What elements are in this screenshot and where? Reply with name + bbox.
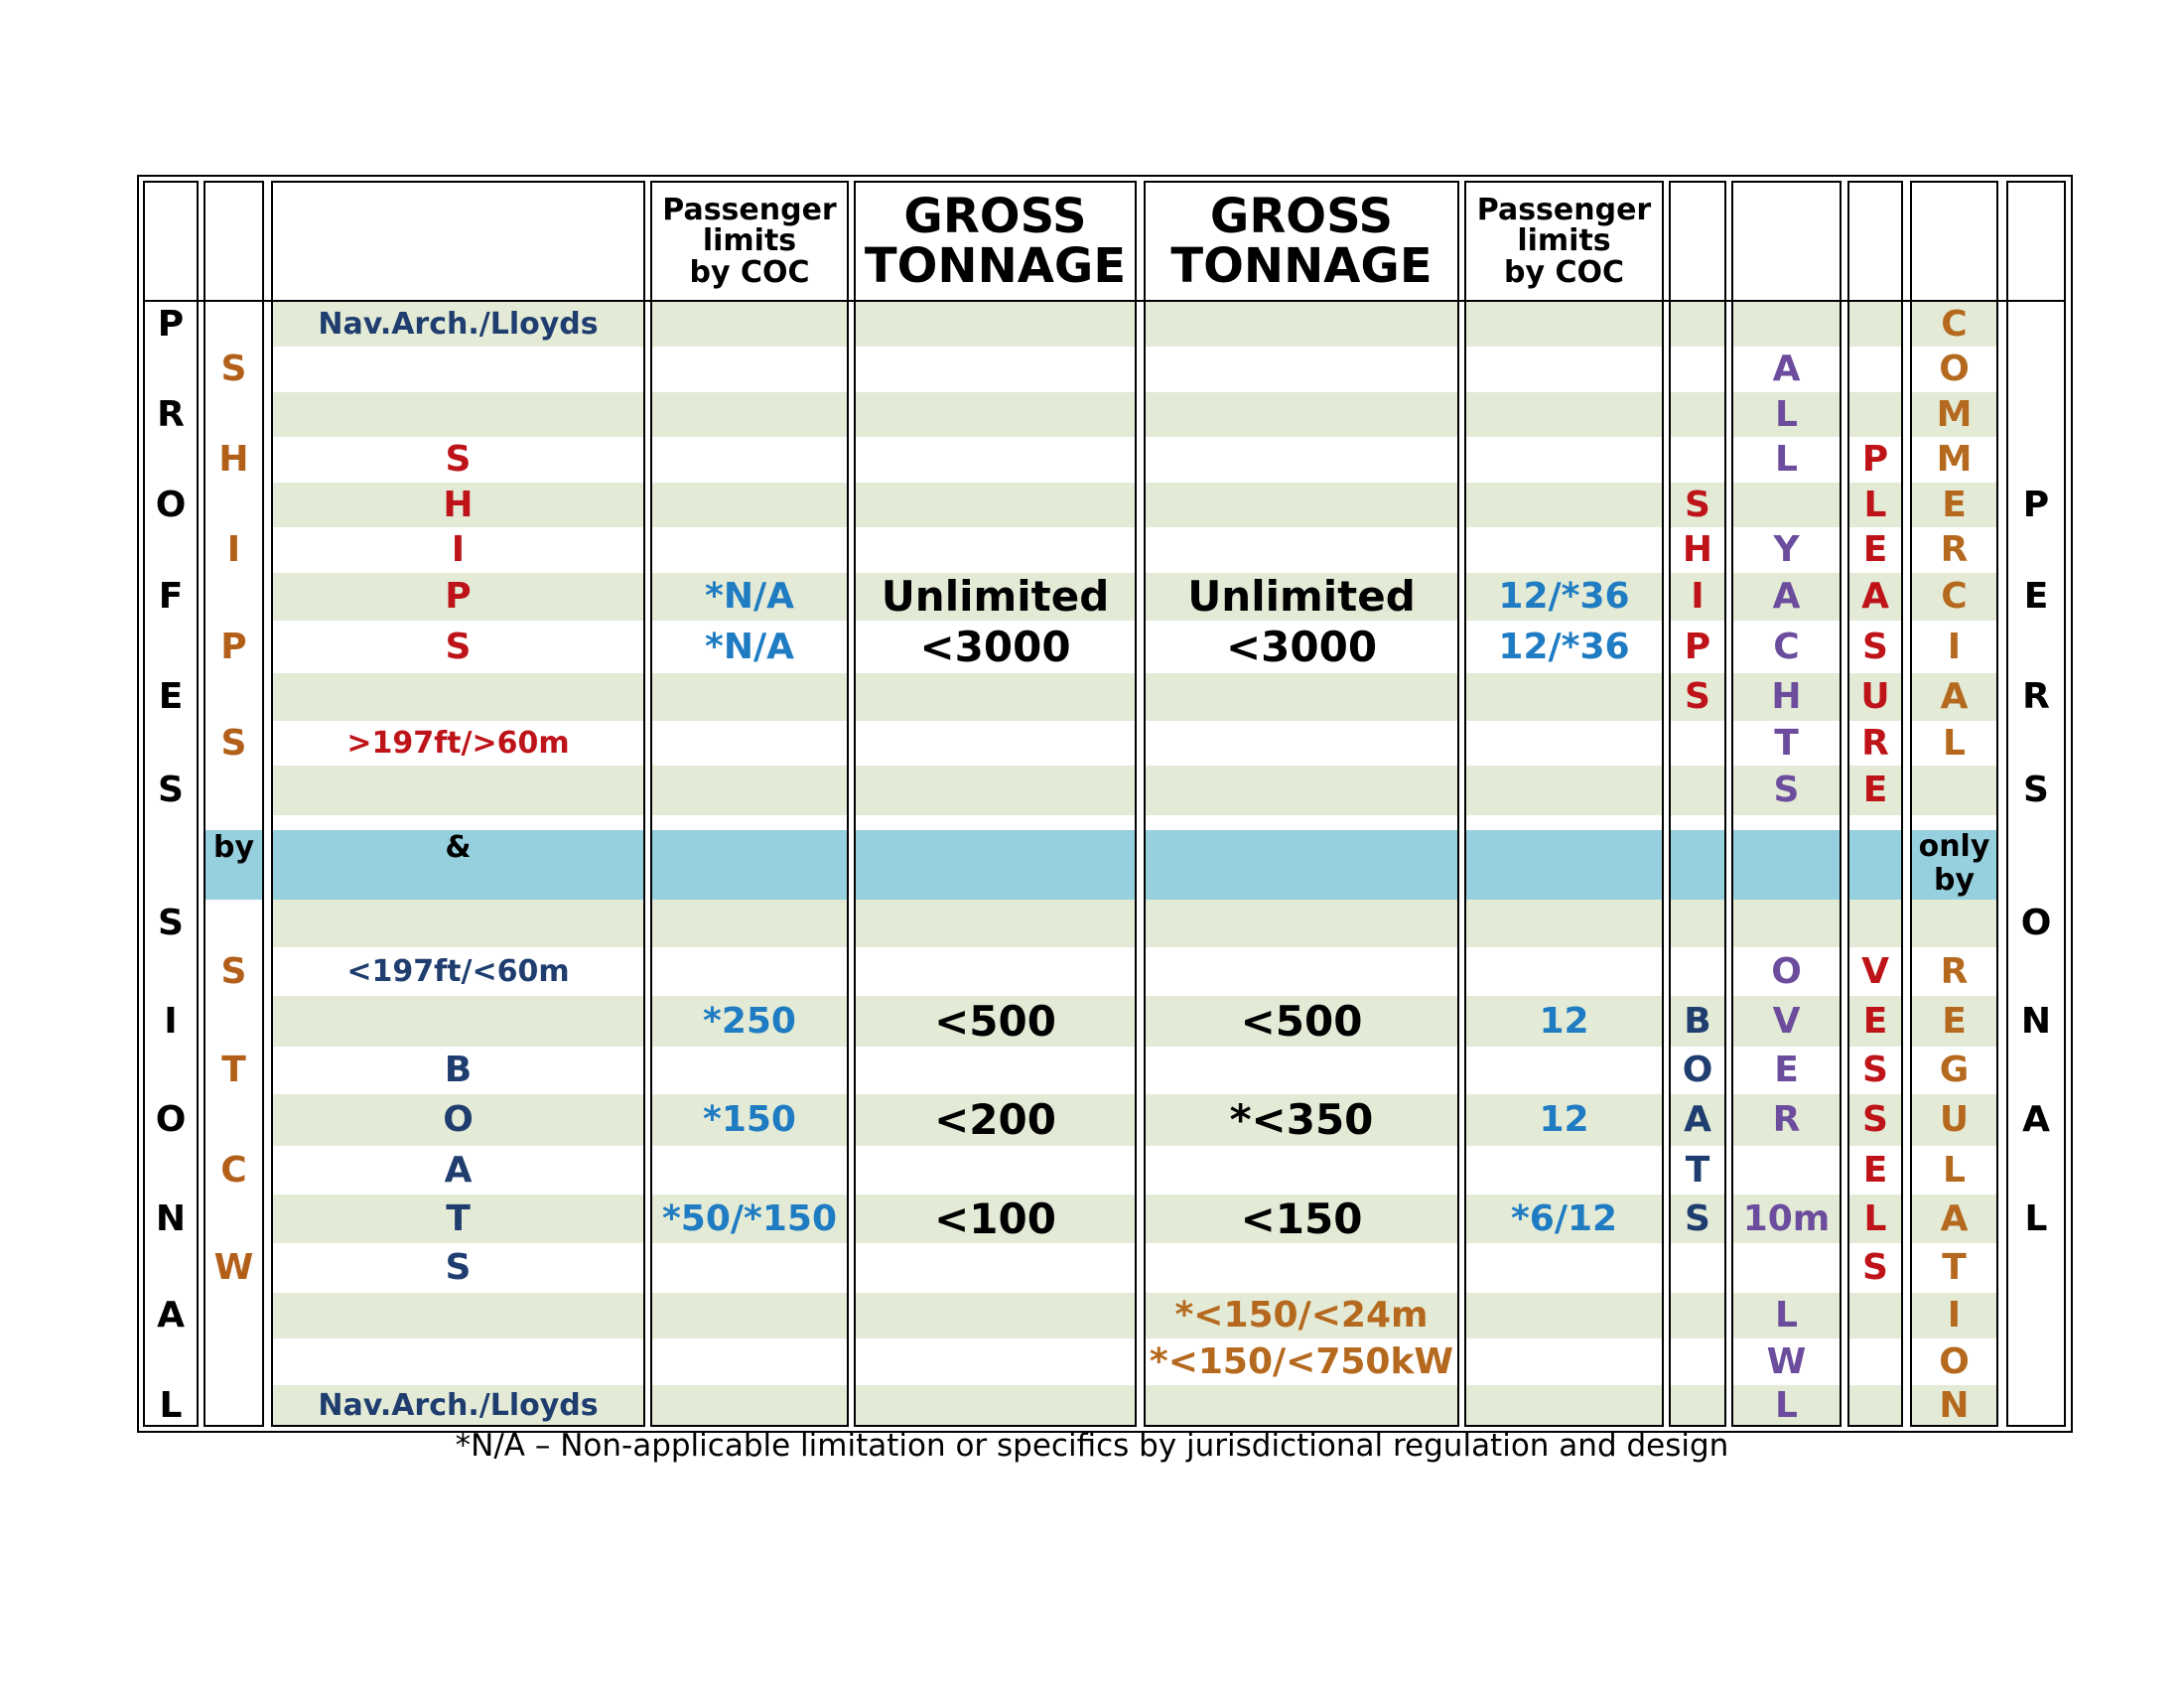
label-ships-stcw-letter: P bbox=[220, 626, 247, 667]
header-gross-tonnage-left-line: TONNAGE bbox=[864, 238, 1127, 294]
label-size-class: S bbox=[445, 439, 472, 480]
label-yachts-letter: O bbox=[1771, 950, 1802, 992]
label-yachts-letter: C bbox=[1773, 626, 1800, 667]
label-yachts-letter: L bbox=[1775, 1295, 1798, 1336]
label-ships-letter: S bbox=[1685, 676, 1710, 717]
label-boats-letter: T bbox=[1685, 1149, 1710, 1191]
label-professional-letter: L bbox=[159, 1385, 183, 1426]
label-yachts-letter: S bbox=[1773, 770, 1800, 810]
label-personal-letter: E bbox=[2023, 576, 2049, 617]
label-pleasure-vessels-letter: E bbox=[1862, 1000, 1888, 1042]
label-ships-stcw-letter: C bbox=[220, 1149, 247, 1191]
label-commercial-regulation-letter: O bbox=[1939, 349, 1970, 389]
label-size-class: S bbox=[445, 626, 472, 667]
data-cell: 12 bbox=[1539, 1099, 1589, 1140]
label-professional-letter: N bbox=[155, 1197, 187, 1239]
label-personal-letter: A bbox=[2022, 1099, 2050, 1140]
label-pleasure-vessels-letter: S bbox=[1862, 1099, 1888, 1140]
label-commercial-regulation-letter: I bbox=[1947, 1295, 1962, 1336]
label-ships-letter: H bbox=[1682, 529, 1713, 570]
label-yachts-letter: W bbox=[1766, 1340, 1807, 1382]
label-size-class: Nav.Arch./Lloyds bbox=[318, 1388, 599, 1423]
data-cell: <150 bbox=[1240, 1194, 1363, 1243]
label-professional-letter: P bbox=[157, 303, 185, 345]
label-only-by: only bbox=[1918, 829, 1990, 864]
label-commercial-regulation-letter: U bbox=[1939, 1099, 1970, 1140]
label-professional-letter: A bbox=[157, 1295, 185, 1336]
data-cell: *50/*150 bbox=[661, 1197, 838, 1239]
label-commercial-regulation-letter: C bbox=[1941, 576, 1968, 617]
data-cell: *N/A bbox=[705, 576, 794, 617]
label-pleasure-vessels-letter: E bbox=[1862, 1149, 1888, 1191]
header-gross-tonnage-right bbox=[1144, 181, 1459, 302]
data-cell: *6/12 bbox=[1510, 1197, 1618, 1239]
data-cell: Unlimited bbox=[881, 572, 1110, 621]
label-commercial-regulation-letter: I bbox=[1947, 626, 1962, 667]
label-pleasure-vessels-letter: V bbox=[1861, 950, 1889, 992]
label-ships-letter: S bbox=[1685, 484, 1710, 525]
header-passenger-limits-left-line: Passenger bbox=[662, 192, 837, 227]
label-commercial-regulation-letter: M bbox=[1936, 393, 1973, 435]
data-cell: <500 bbox=[934, 996, 1056, 1046]
label-personal-letter: P bbox=[2022, 484, 2050, 525]
label-size-class: & bbox=[445, 830, 472, 865]
label-personal-letter: R bbox=[2022, 676, 2050, 717]
label-ships-stcw-letter: W bbox=[213, 1247, 254, 1288]
label-commercial-regulation-letter: E bbox=[1942, 1000, 1967, 1042]
footnote: *N/A – Non-applicable limitation or specifics by jurisdictional regulation and design bbox=[455, 1428, 1729, 1464]
label-yachts-letter: A bbox=[1772, 349, 1801, 389]
label-yachts-letter: T bbox=[1774, 722, 1799, 764]
label-size-class: I bbox=[451, 529, 466, 570]
label-ships-stcw-letter: S bbox=[220, 950, 247, 992]
label-commercial-regulation-letter: M bbox=[1936, 439, 1973, 480]
label-size-class: T bbox=[446, 1197, 471, 1239]
label-personal-letter: N bbox=[2020, 1000, 2052, 1042]
label-yachts-letter: V bbox=[1772, 1000, 1801, 1042]
label-personal-letter: O bbox=[2020, 903, 2052, 943]
label-pleasure-vessels-letter: L bbox=[1863, 484, 1887, 525]
label-commercial-regulation-letter: O bbox=[1939, 1340, 1970, 1382]
label-commercial-regulation-letter: N bbox=[1939, 1385, 1970, 1426]
header-passenger-limits-right-line: by COC bbox=[1503, 254, 1624, 290]
label-pleasure-vessels-letter: E bbox=[1862, 529, 1888, 570]
data-cell: <3000 bbox=[1225, 622, 1378, 671]
data-cell: <500 bbox=[1240, 996, 1363, 1046]
label-boats-letter: S bbox=[1685, 1197, 1710, 1239]
data-cell: *<150/<750kW bbox=[1149, 1340, 1454, 1382]
header-passenger-limits-right-line: limits bbox=[1517, 223, 1611, 259]
label-size-class: P bbox=[445, 576, 472, 617]
label-yachts-letter: E bbox=[1774, 1050, 1799, 1090]
header-gross-tonnage-left bbox=[854, 181, 1137, 302]
label-professional-letter: O bbox=[155, 484, 187, 525]
label-ships-stcw-letter: T bbox=[221, 1050, 246, 1090]
label-pleasure-vessels-letter: P bbox=[1861, 439, 1889, 480]
label-professional-letter: I bbox=[164, 1000, 178, 1042]
label-only-by: by bbox=[1933, 863, 1976, 898]
label-yachts-letter: R bbox=[1772, 1099, 1801, 1140]
data-cell: *150 bbox=[703, 1099, 796, 1140]
label-professional-letter: R bbox=[157, 393, 185, 435]
label-yachts-letter: H bbox=[1771, 676, 1802, 717]
label-size-class: A bbox=[444, 1149, 473, 1191]
data-cell: 12 bbox=[1539, 1000, 1589, 1042]
label-ships-stcw-letter: S bbox=[220, 349, 247, 389]
data-cell: *N/A bbox=[705, 626, 794, 667]
label-size-class: H bbox=[443, 484, 474, 525]
label-ships-stcw-letter: by bbox=[212, 830, 255, 865]
data-cell: 12/*36 bbox=[1498, 576, 1630, 617]
label-size-class: Nav.Arch./Lloyds bbox=[318, 306, 599, 342]
label-ships-letter: I bbox=[1691, 576, 1705, 617]
label-size-class: O bbox=[443, 1099, 474, 1140]
label-professional-letter: S bbox=[158, 903, 184, 943]
label-boats-letter: O bbox=[1682, 1050, 1713, 1090]
data-cell: <100 bbox=[934, 1194, 1056, 1243]
header-passenger-limits-left-line: limits bbox=[702, 223, 797, 259]
label-size-class: >197ft/>60m bbox=[346, 725, 570, 761]
label-professional-letter: O bbox=[155, 1099, 187, 1140]
data-cell: Unlimited bbox=[1187, 572, 1416, 621]
data-cell: <3000 bbox=[919, 622, 1071, 671]
label-size-class: B bbox=[444, 1050, 473, 1090]
label-yachts-letter: L bbox=[1775, 1385, 1798, 1426]
label-personal-letter: S bbox=[2023, 770, 2049, 810]
data-cell: 12/*36 bbox=[1498, 626, 1630, 667]
label-pleasure-vessels-letter: S bbox=[1862, 626, 1888, 667]
label-commercial-regulation-letter: G bbox=[1939, 1050, 1970, 1090]
header-gross-tonnage-right-line: GROSS bbox=[1209, 188, 1394, 244]
header-passenger-limits-left bbox=[650, 181, 849, 302]
label-yachts-letter: 10m bbox=[1742, 1197, 1831, 1239]
label-pleasure-vessels-letter: S bbox=[1862, 1050, 1888, 1090]
header-passenger-limits-left-line: by COC bbox=[689, 254, 810, 290]
label-ships-stcw-letter: H bbox=[218, 439, 249, 480]
label-yachts-letter: L bbox=[1775, 393, 1798, 435]
label-commercial-regulation-letter: L bbox=[1943, 722, 1966, 764]
label-ships-letter: P bbox=[1684, 626, 1711, 667]
label-commercial-regulation-letter: R bbox=[1940, 529, 1969, 570]
label-yachts-letter: Y bbox=[1773, 529, 1800, 570]
header-gross-tonnage-right-line: TONNAGE bbox=[1170, 238, 1433, 294]
label-boats-letter: B bbox=[1684, 1000, 1711, 1042]
label-commercial-regulation-letter: C bbox=[1941, 303, 1968, 345]
label-ships-stcw-letter: I bbox=[226, 529, 241, 570]
data-cell: <200 bbox=[934, 1095, 1056, 1144]
label-yachts-letter: L bbox=[1775, 439, 1798, 480]
label-professional-letter: F bbox=[158, 576, 184, 617]
label-boats-letter: A bbox=[1684, 1099, 1711, 1140]
label-commercial-regulation-letter: A bbox=[1940, 676, 1969, 717]
label-commercial-regulation-letter: A bbox=[1940, 1197, 1969, 1239]
label-ships-stcw-letter: S bbox=[220, 722, 247, 764]
label-pleasure-vessels-letter: S bbox=[1862, 1247, 1888, 1288]
data-cell: *<350 bbox=[1229, 1095, 1374, 1144]
label-commercial-regulation-letter: T bbox=[1942, 1247, 1967, 1288]
label-pleasure-vessels-letter: A bbox=[1861, 576, 1889, 617]
header-passenger-limits-right-line: Passenger bbox=[1476, 192, 1652, 227]
label-pleasure-vessels-letter: L bbox=[1863, 1197, 1887, 1239]
data-cell: *250 bbox=[703, 1000, 796, 1042]
label-personal-letter: L bbox=[2024, 1197, 2048, 1239]
label-commercial-regulation-letter: E bbox=[1942, 484, 1967, 525]
label-commercial-regulation-letter: L bbox=[1943, 1149, 1966, 1191]
label-commercial-regulation-letter: R bbox=[1940, 950, 1969, 992]
label-size-class: S bbox=[445, 1247, 472, 1288]
label-yachts-letter: A bbox=[1772, 576, 1801, 617]
label-size-class: <197ft/<60m bbox=[346, 953, 570, 989]
header-passenger-limits-right bbox=[1464, 181, 1664, 302]
label-professional-letter: S bbox=[158, 770, 184, 810]
label-pleasure-vessels-letter: E bbox=[1862, 770, 1888, 810]
header-gross-tonnage-left-line: GROSS bbox=[903, 188, 1087, 244]
label-professional-letter: E bbox=[158, 676, 184, 717]
label-pleasure-vessels-letter: U bbox=[1860, 676, 1890, 717]
label-pleasure-vessels-letter: R bbox=[1861, 722, 1889, 764]
data-cell: *<150/<24m bbox=[1174, 1295, 1429, 1336]
